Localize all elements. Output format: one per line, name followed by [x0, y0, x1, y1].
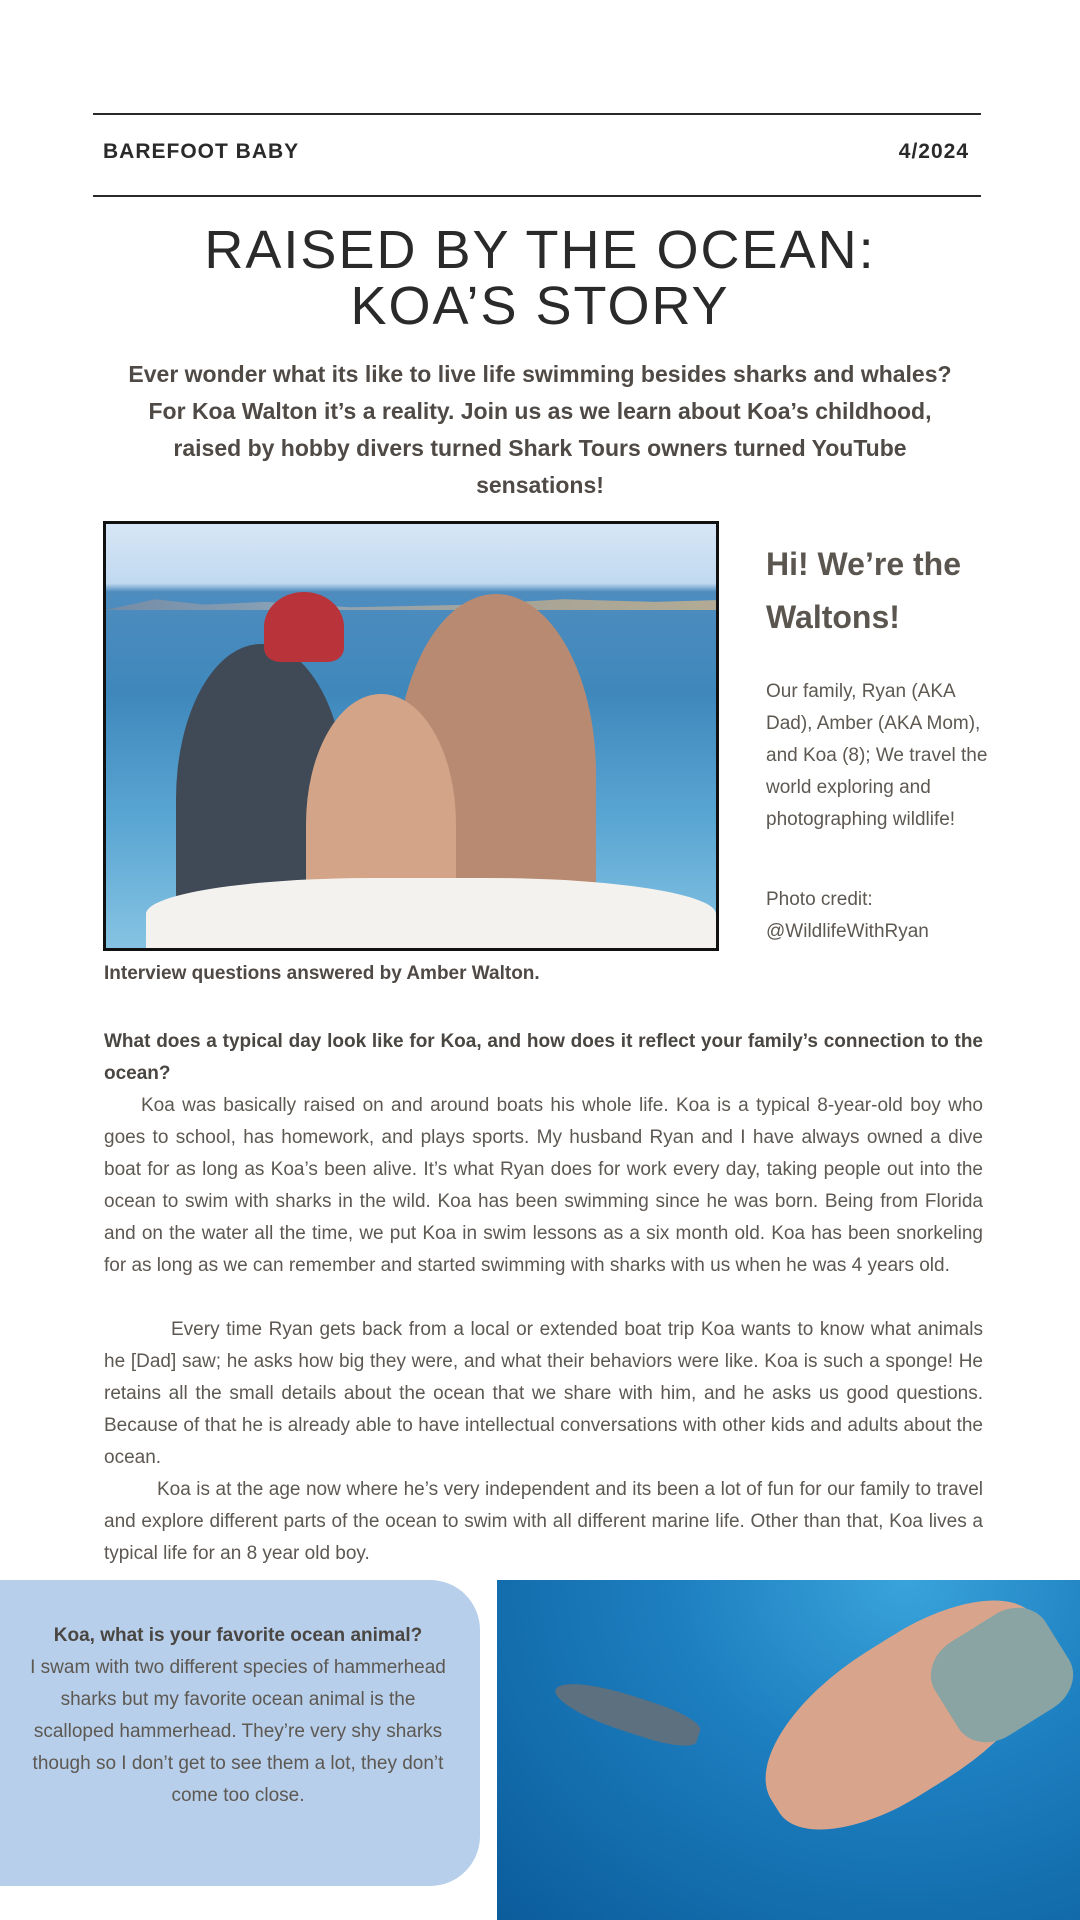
interview-question: What does a typical day look like for Koa, and how does it reflect your family’s connection to the ocean? [104, 1031, 983, 1084]
headline-line-2: KOA’S STORY [350, 276, 730, 336]
callout-question: Koa, what is your favorite ocean animal? [53, 1625, 423, 1646]
answer-paragraph-2: Every time Ryan gets back from a local or extended boat trip Koa wants to know what animals he [Dad] saw; he asks how big they were, and what their behaviors were like. Koa is such a sponge! He retains all the small details about the ocean that we share with him, and he asks us good questions. Because of that he is already able to have intellectual conversations with other kids and adults about the ocean. [104, 1319, 983, 1468]
top-rule [93, 113, 981, 115]
photo-mom-hat [264, 592, 344, 662]
photo-dolphin [550, 1673, 704, 1754]
issue-date: 4/2024 [898, 140, 969, 163]
sidebar-body: Our family, Ryan (AKA Dad), Amber (AKA Mom), and Koa (8); We travel the world exploring and photographing wildlife! [766, 681, 988, 830]
headline-line-1: RAISED BY THE OCEAN: [204, 220, 876, 280]
answer-paragraph-1: Koa was basically raised on and around boats his whole life. Koa is a typical 8-year-old boy who goes to school, has homework, and plays sports. My husband Ryan and I have always owned a dive boat for as long as Koa’s been alive. It’s what Ryan does for work every day, taking people out into the ocean to swim with sharks in the wild. Koa has been swimming since he was born. Being from Florida and on the water all the time, we put Koa in swim lessons as a six month old. Koa has been snorkeling for as long as we can remember and started swimming with sharks with us when he was 4 years old. [104, 1095, 983, 1276]
photo-coastline [106, 592, 716, 610]
photo-boat [146, 878, 716, 951]
photo-credit: Photo credit: @WildlifeWithRyan [766, 889, 929, 942]
underwater-photo [497, 1580, 1080, 1920]
callout-answer: I swam with two different species of hammerhead sharks but my favorite ocean animal is the scalloped hammerhead. They’re very shy sharks though so I don’t get to see them a lot, they don’t come too close. [30, 1657, 446, 1806]
interview-byline: Interview questions answered by Amber Walton. [104, 963, 540, 984]
article-deck: Ever wonder what its like to live life swimming besides sharks and whales? For Koa Walton it’s a reality. Join us as we learn about Koa’s childhood, raised by hobby divers turned Shark Tours owners turned YouTube sensations! [128, 361, 952, 498]
magazine-name: BAREFOOT BABY [103, 140, 300, 163]
article-headline [90, 222, 990, 334]
sidebar-title: Hi! We’re the Waltons! [766, 546, 961, 635]
bottom-rule [93, 195, 981, 197]
answer-paragraph-3: Koa is at the age now where he’s very independent and its been a lot of fun for our family to travel and explore different parts of the ocean to swim with all different marine life. Other than that, Koa lives a typical life for an 8 year old boy. [104, 1479, 983, 1564]
family-photo [103, 521, 719, 951]
